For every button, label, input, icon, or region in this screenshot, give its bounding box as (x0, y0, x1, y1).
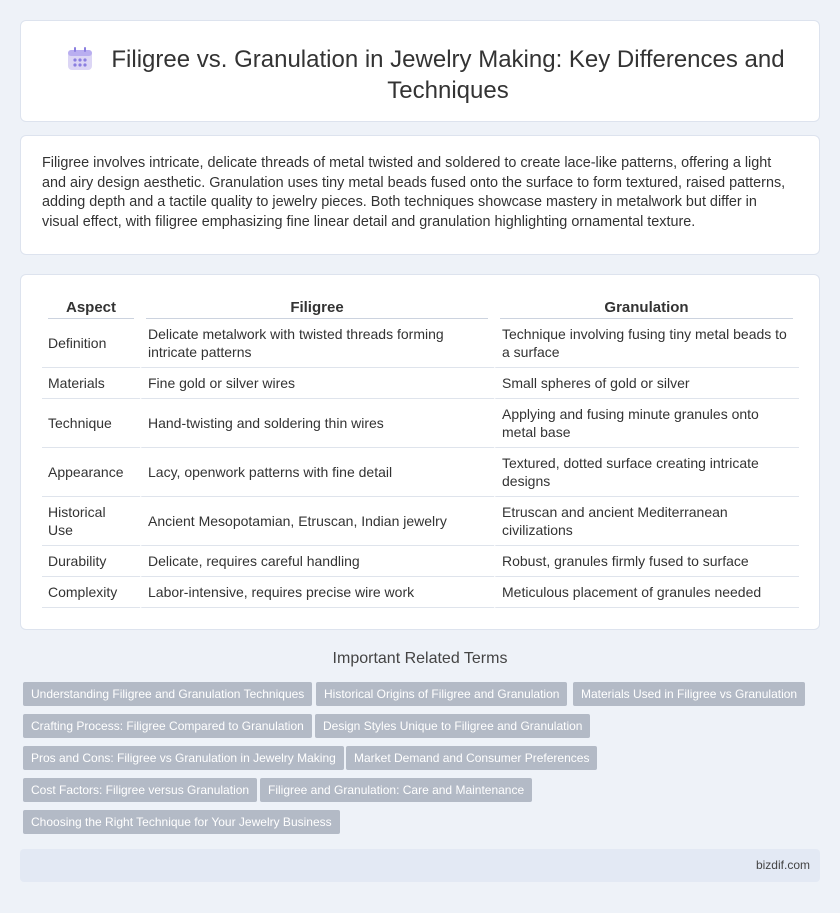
table-cell: Technique (42, 399, 140, 448)
table-cell: Definition (42, 319, 140, 368)
footer-bar (20, 849, 820, 882)
comparison-card (20, 274, 820, 630)
table-cell: Robust, granules firmly fused to surface (494, 546, 799, 577)
table-cell: Materials (42, 368, 140, 399)
intro-paragraph: Filigree involves intricate, delicate threads of metal twisted and soldered to create lace-like patterns, offering a light and airy design aesthetic. Granulation uses tiny metal beads fused onto the surface to form textured, raised patterns, adding depth and a tactile quality to jewelry pieces. Both techniques showcase mastery in metalwork but differ in visual effect, with filigree emphasizing fine linear detail and granulation highlighting ornamental texture. (42, 155, 786, 230)
related-term-tag[interactable]: Crafting Process: Filigree Compared to Granulation (23, 714, 312, 738)
table-cell: Etruscan and ancient Mediterranean civilizations (494, 497, 799, 546)
footer-site-link[interactable]: bizdif.com (755, 858, 810, 872)
related-term-tag[interactable]: Materials Used in Filigree vs Granulation (573, 682, 805, 706)
related-term-tag[interactable]: Design Styles Unique to Filigree and Granulation (315, 714, 590, 738)
table-cell: Appearance (42, 448, 140, 497)
table-row (42, 399, 799, 448)
header-card (20, 20, 820, 122)
table-cell: Technique involving fusing tiny metal beads to a surface (494, 319, 799, 368)
column-header-granulation: Granulation (494, 293, 799, 319)
table-row (42, 319, 799, 368)
table-row (42, 368, 799, 399)
table-cell: Meticulous placement of granules needed (494, 577, 799, 608)
table-cell: Labor-intensive, requires precise wire work (140, 577, 494, 608)
intro-card (20, 135, 820, 255)
table-cell: Lacy, openwork patterns with fine detail (140, 448, 494, 497)
comparison-table (42, 293, 799, 608)
table-row (42, 577, 799, 608)
calendar-grid-icon (67, 47, 93, 71)
table-cell: Historical Use (42, 497, 140, 546)
table-cell: Ancient Mesopotamian, Etruscan, Indian jewelry (140, 497, 494, 546)
related-terms-title: Important Related Terms (332, 650, 508, 667)
related-term-tag[interactable]: Understanding Filigree and Granulation Techniques (23, 682, 312, 706)
column-header-aspect: Aspect (42, 293, 140, 319)
related-term-tag[interactable]: Historical Origins of Filigree and Granulation (316, 682, 567, 706)
related-term-tag[interactable]: Pros and Cons: Filigree vs Granulation in Jewelry Making (23, 746, 344, 770)
page-title: Filigree vs. Granulation in Jewelry Making: Key Differences and Techniques (111, 46, 785, 104)
related-term-tag[interactable]: Cost Factors: Filigree versus Granulation (23, 778, 257, 802)
related-term-tag[interactable]: Market Demand and Consumer Preferences (346, 746, 597, 770)
table-cell: Delicate metalwork with twisted threads forming intricate patterns (140, 319, 494, 368)
table-cell: Fine gold or silver wires (140, 368, 494, 399)
related-term-tag[interactable]: Choosing the Right Technique for Your Jewelry Business (23, 810, 340, 834)
table-cell: Applying and fusing minute granules onto metal base (494, 399, 799, 448)
table-cell: Delicate, requires careful handling (140, 546, 494, 577)
table-cell: Textured, dotted surface creating intricate designs (494, 448, 799, 497)
related-term-tag[interactable]: Filigree and Granulation: Care and Maintenance (260, 778, 532, 802)
table-cell: Hand-twisting and soldering thin wires (140, 399, 494, 448)
table-cell: Complexity (42, 577, 140, 608)
table-cell: Durability (42, 546, 140, 577)
column-header-filigree: Filigree (140, 293, 494, 319)
table-row (42, 546, 799, 577)
table-cell: Small spheres of gold or silver (494, 368, 799, 399)
table-row (42, 497, 799, 546)
table-row (42, 448, 799, 497)
